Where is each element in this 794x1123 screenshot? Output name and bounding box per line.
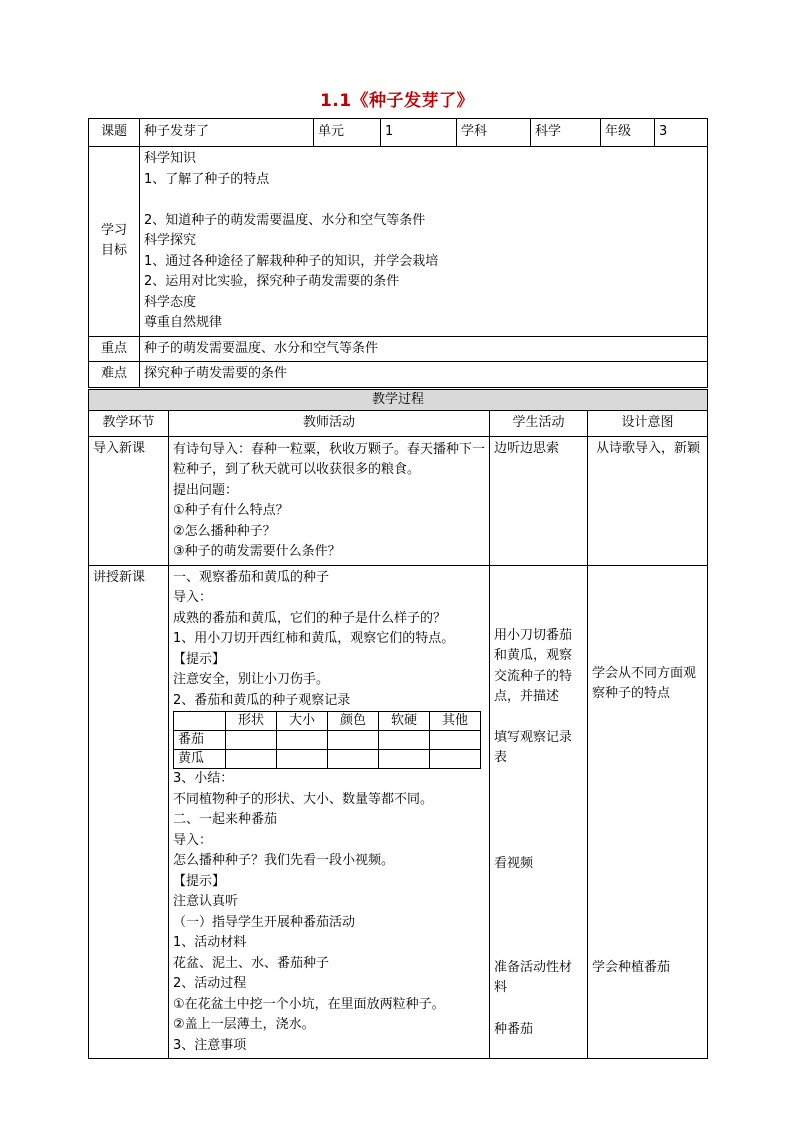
difficulty-label: 难点 bbox=[89, 362, 140, 388]
lesson-info-table bbox=[88, 118, 708, 388]
header-stage: 教学环节 bbox=[89, 411, 169, 437]
obs-header: 其他 bbox=[430, 712, 481, 731]
goal-line: 科学探究 bbox=[144, 233, 197, 248]
lesson-label: 课题 bbox=[89, 119, 140, 147]
goal-line: 科学态度 bbox=[144, 294, 197, 310]
obs-cell bbox=[277, 750, 328, 769]
new-teacher-line: 注意安全，别让小刀伤手。 bbox=[173, 672, 330, 687]
goal-line bbox=[144, 190, 703, 211]
new-teacher-line: 怎么播种种子？我们先看一段小视频。 bbox=[173, 853, 395, 868]
intro-intent: 从诗歌导入，新颖 bbox=[588, 436, 708, 565]
unit-value: 1 bbox=[381, 119, 457, 147]
new-teacher-line: 导入： bbox=[173, 832, 213, 848]
new-teacher-line: 不同植物种子的形状、大小、数量等都不同。 bbox=[173, 791, 434, 807]
goals-content bbox=[140, 147, 708, 337]
intro-teacher-line: ①种子有什么特点？ bbox=[173, 503, 289, 518]
new-teacher-line: 1、用小刀切开西红柿和黄瓜，观察它们的特点。 bbox=[173, 631, 455, 646]
new-teacher-line: ①在花盆土中挖一个小坑，在里面放两粒种子。 bbox=[173, 996, 445, 1012]
goals-label-line1: 学习 bbox=[100, 222, 127, 238]
obs-cell bbox=[226, 731, 277, 750]
intro-student: 边听边思索 bbox=[490, 436, 588, 565]
intent-observe: 学会从不同方面观察种子的特点 bbox=[592, 665, 697, 701]
new-teacher-line: 3、小结： bbox=[173, 771, 234, 786]
obs-cell: 番茄 bbox=[174, 731, 226, 750]
intro-teacher-line: ③种子的萌发需要什么条件？ bbox=[173, 544, 341, 559]
process-title: 教学过程 bbox=[89, 390, 708, 411]
unit-label: 单元 bbox=[314, 119, 381, 147]
new-intent bbox=[588, 565, 708, 1059]
student-observe: 用小刀切番茄和黄瓜，观察交流种子的特点，并描述 bbox=[494, 627, 573, 704]
goal-line: 2、知道种子的萌发需要温度、水分和空气等条件 bbox=[144, 212, 426, 228]
intro-teacher bbox=[169, 436, 490, 565]
key-point-value: 种子的萌发需要温度、水分和空气等条件 bbox=[140, 336, 708, 362]
new-stage: 讲授新课 bbox=[89, 565, 169, 1059]
obs-cell bbox=[379, 731, 430, 750]
new-teacher-line: 1、活动材料 bbox=[173, 935, 247, 950]
intro-teacher-line: ②怎么播种种子？ bbox=[173, 523, 276, 539]
subject-value: 科学 bbox=[531, 119, 601, 147]
header-teacher: 教师活动 bbox=[169, 411, 490, 437]
new-teacher-line: 花盆、泥土、水、番茄种子 bbox=[173, 955, 330, 971]
obs-cell bbox=[379, 750, 430, 769]
intent-plant: 学会种植番茄 bbox=[592, 959, 671, 975]
intro-stage: 导入新课 bbox=[89, 436, 169, 565]
obs-header bbox=[174, 712, 226, 731]
subject-label: 学科 bbox=[457, 119, 531, 147]
student-video: 看视频 bbox=[494, 855, 534, 871]
grade-label: 年级 bbox=[601, 119, 655, 147]
lesson-value: 种子发芽了 bbox=[140, 119, 314, 147]
obs-cell bbox=[277, 731, 328, 750]
new-teacher-line: 二、一起来种番茄 bbox=[173, 812, 278, 827]
new-teacher-line: 3、注意事项 bbox=[173, 1037, 247, 1053]
table-row bbox=[174, 750, 481, 769]
document-title: 1.1《种子发芽了》 bbox=[319, 91, 475, 111]
header-intent: 设计意图 bbox=[588, 411, 708, 437]
new-teacher bbox=[169, 565, 490, 1059]
obs-cell: 黄瓜 bbox=[174, 750, 226, 769]
difficulty-value: 探究种子萌发需要的条件 bbox=[140, 362, 708, 388]
new-teacher-line: 导入： bbox=[173, 590, 213, 605]
student-plant: 种番茄 bbox=[494, 1021, 534, 1037]
obs-cell bbox=[328, 731, 379, 750]
observation-record-table bbox=[173, 711, 481, 769]
goal-line: 1、通过各种途径了解栽种种子的知识，并学会栽培 bbox=[144, 253, 439, 269]
new-teacher-line: 一、观察番茄和黄瓜的种子 bbox=[173, 569, 330, 585]
intro-teacher-line: 提出问题： bbox=[173, 482, 239, 498]
header-student: 学生活动 bbox=[490, 411, 588, 437]
new-teacher-line: 【提示】 bbox=[173, 651, 226, 667]
student-record: 填写观察记录表 bbox=[494, 729, 573, 765]
obs-cell bbox=[430, 731, 481, 750]
new-teacher-line: 2、活动过程 bbox=[173, 976, 247, 991]
new-teacher-line: 【提示】 bbox=[173, 873, 226, 889]
new-teacher-line: ②盖上一层薄土，浇水。 bbox=[173, 1017, 315, 1032]
goals-label-line2: 目标 bbox=[100, 243, 127, 259]
new-teacher-line: 2、番茄和黄瓜的种子观察记录 bbox=[173, 692, 351, 708]
obs-header: 大小 bbox=[277, 712, 328, 731]
obs-header: 软硬 bbox=[379, 712, 430, 731]
new-teacher-line: 成熟的番茄和黄瓜，它们的种子是什么样子的？ bbox=[173, 610, 447, 626]
key-point-label: 重点 bbox=[89, 336, 140, 362]
obs-cell bbox=[328, 750, 379, 769]
new-teacher-line: （一）指导学生开展种番茄活动 bbox=[173, 914, 356, 930]
obs-cell bbox=[430, 750, 481, 769]
obs-header: 形状 bbox=[226, 712, 277, 731]
new-student bbox=[490, 565, 588, 1059]
goal-line: 尊重自然规律 bbox=[144, 315, 223, 330]
goal-line: 科学知识 bbox=[144, 151, 197, 166]
obs-cell bbox=[226, 750, 277, 769]
goals-label bbox=[89, 147, 140, 337]
obs-header: 颜色 bbox=[328, 712, 379, 731]
new-teacher-line: 注意认真听 bbox=[173, 894, 239, 909]
teaching-process-table bbox=[88, 389, 708, 1059]
student-prepare: 准备活动性材料 bbox=[494, 959, 573, 995]
goal-line: 1、了解了种子的特点 bbox=[144, 171, 270, 187]
grade-value: 3 bbox=[655, 119, 708, 147]
table-row bbox=[174, 731, 481, 750]
intro-teacher-line: 有诗句导入：春种一粒粟，秋收万颗子。春天播种下一粒种子，到了秋天就可以收获很多的粮食。 bbox=[173, 441, 486, 477]
goal-line: 2、运用对比实验，探究种子萌发需要的条件 bbox=[144, 274, 400, 289]
